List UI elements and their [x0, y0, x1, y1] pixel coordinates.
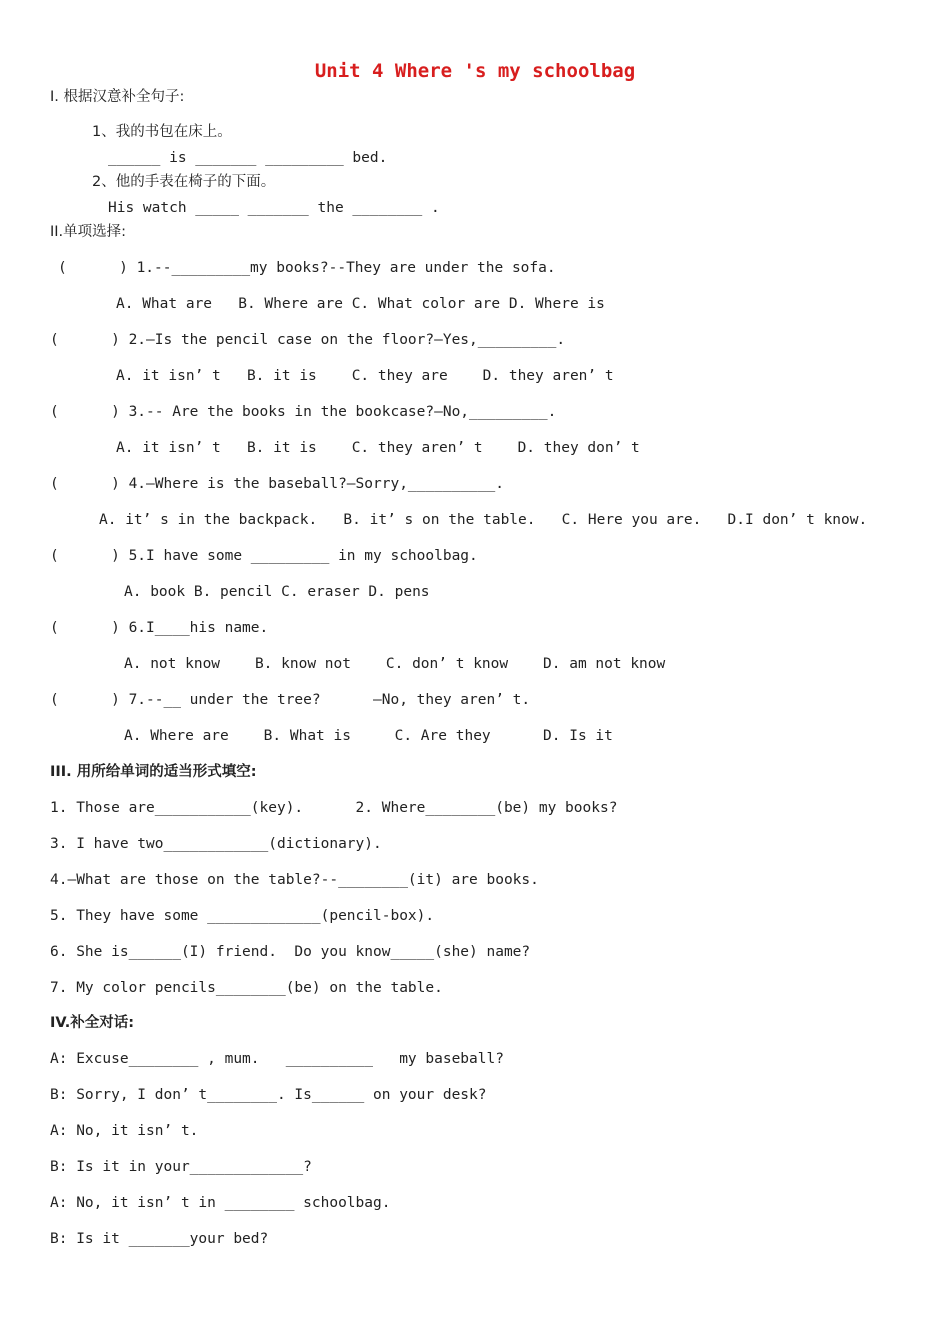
fill-line-3: 4.—What are those on the table?--________(it) are books.	[50, 872, 539, 888]
fill-line-6: 7. My color pencils________(be) on the table.	[50, 980, 443, 996]
mc-question-3-options: A. it isn’ t B. it is C. they aren’ t D. they don’ t	[116, 440, 640, 456]
dialogue-line-3: A: No, it isn’ t.	[50, 1123, 199, 1139]
fill-line-4: 5. They have some _____________(pencil-box).	[50, 908, 435, 924]
mc-question-5: ( ) 5.I have some _________ in my schoolbag.	[50, 548, 478, 564]
mc-question-7-options: A. Where are B. What is C. Are they D. Is it	[124, 728, 613, 744]
fill-line-5: 6. She is______(I) friend. Do you know_____(she) name?	[50, 944, 531, 960]
mc-question-2: ( ) 2.—Is the pencil case on the floor?—Yes,_________.	[50, 332, 566, 348]
section-2-heading: II.单项选择:	[50, 224, 127, 240]
section-1-q2-chinese: 2、他的手表在椅子的下面。	[92, 174, 276, 190]
section-1-q1-chinese: 1、我的书包在床上。	[92, 124, 232, 140]
mc-question-7: ( ) 7.--__ under the tree? —No, they aren’ t.	[50, 692, 531, 708]
mc-question-6-options: A. not know B. know not C. don’ t know D. am not know	[124, 656, 666, 672]
section-4-heading: IV.补全对话:	[50, 1015, 135, 1031]
section-1-q2-english: His watch _____ _______ the ________ .	[108, 200, 440, 216]
section-3-heading: III. 用所给单词的适当形式填空:	[50, 764, 257, 780]
mc-question-2-options: A. it isn’ t B. it is C. they are D. they aren’ t	[116, 368, 614, 384]
mc-question-1-options: A. What are B. Where are C. What color are D. Where is	[116, 296, 605, 312]
mc-question-4-options: A. it’ s in the backpack. B. it’ s on the table. C. Here you are. D.I don’ t know.	[99, 512, 868, 528]
mc-question-1: ( ) 1.--_________my books?--They are under the sofa.	[58, 260, 556, 276]
fill-line-2: 3. I have two____________(dictionary).	[50, 836, 382, 852]
dialogue-line-1: A: Excuse________ , mum. __________ my baseball?	[50, 1051, 504, 1067]
mc-question-5-options: A. book B. pencil C. eraser D. pens	[124, 584, 430, 600]
page-title: Unit 4 Where 's my schoolbag	[314, 60, 636, 82]
fill-line-1: 1. Those are___________(key). 2. Where________(be) my books?	[50, 800, 618, 816]
dialogue-line-5: A: No, it isn’ t in ________ schoolbag.	[50, 1195, 391, 1211]
mc-question-6: ( ) 6.I____his name.	[50, 620, 269, 636]
mc-question-4: ( ) 4.—Where is the baseball?—Sorry,__________.	[50, 476, 504, 492]
section-1-heading: I. 根据汉意补全句子:	[50, 89, 185, 105]
dialogue-line-2: B: Sorry, I don’ t________. Is______ on your desk?	[50, 1087, 487, 1103]
dialogue-line-4: B: Is it in your_____________?	[50, 1159, 312, 1175]
dialogue-line-6: B: Is it _______your bed?	[50, 1231, 269, 1247]
mc-question-3: ( ) 3.-- Are the books in the bookcase?—No,_________.	[50, 404, 557, 420]
section-1-q1-english: ______ is _______ _________ bed.	[108, 150, 388, 166]
